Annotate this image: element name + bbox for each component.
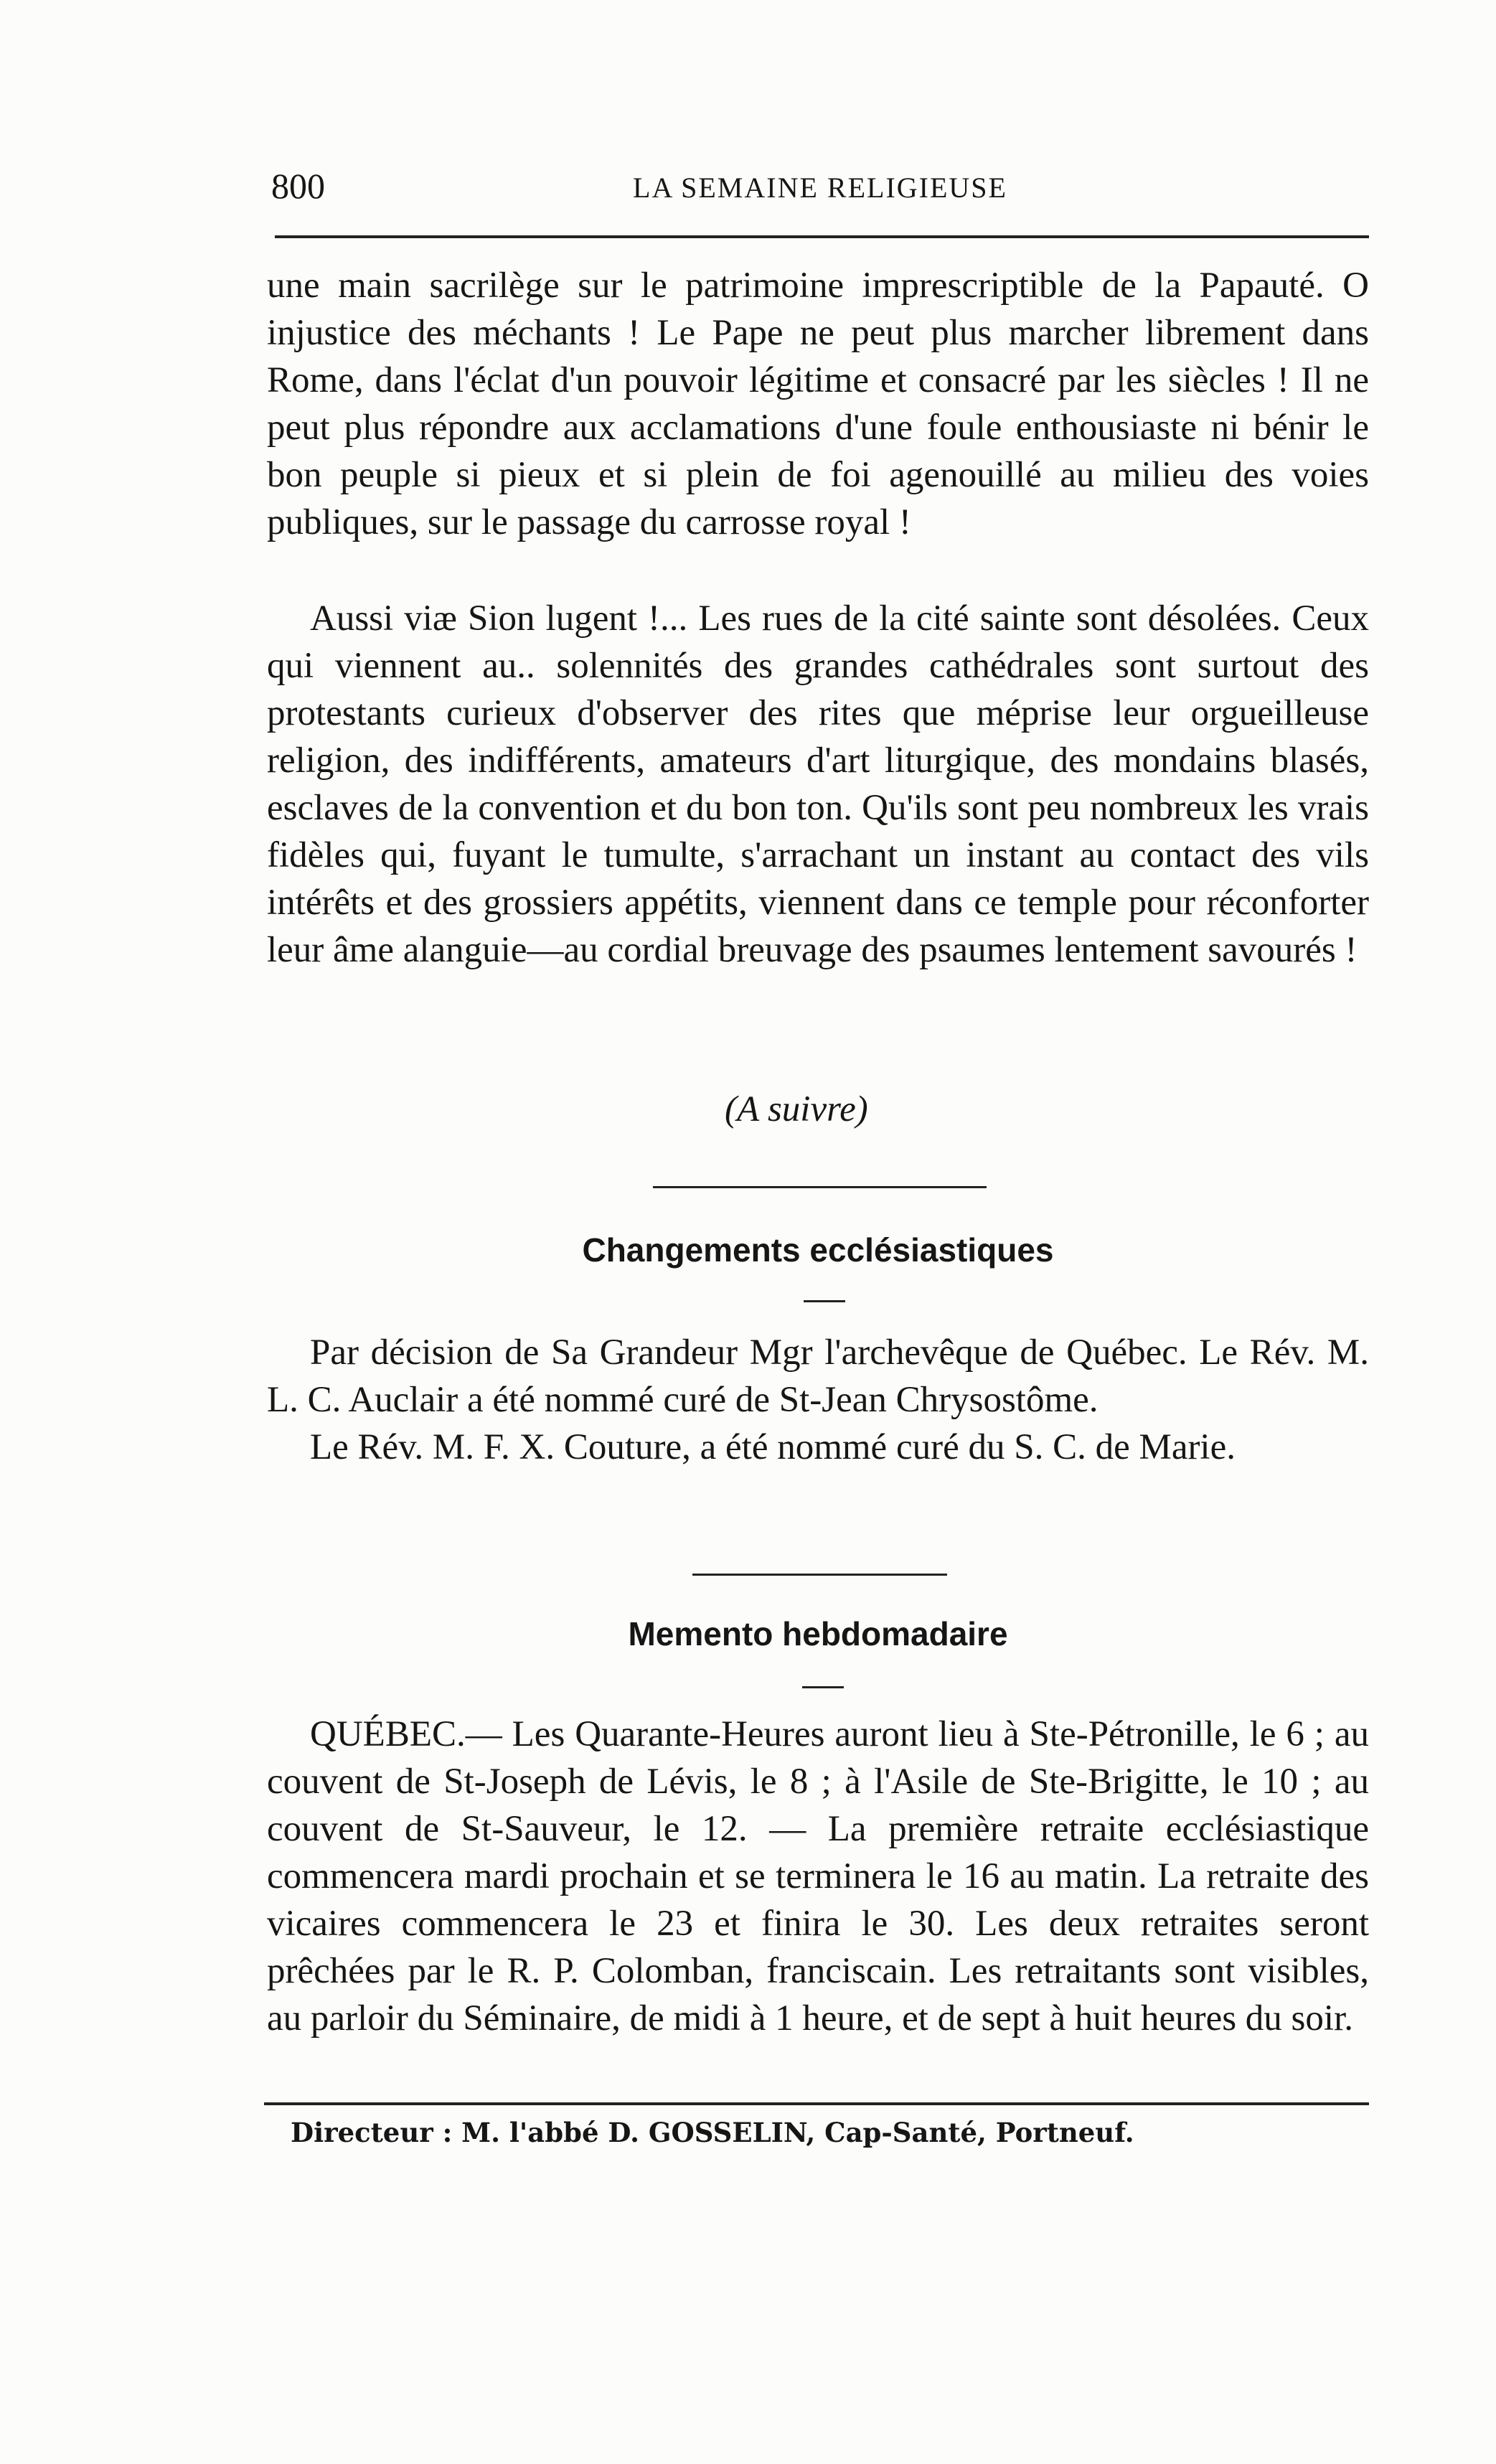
article-paragraph-2 [267, 595, 1369, 974]
header-rule [275, 235, 1369, 238]
memento-text [267, 1711, 1369, 2042]
section-divider [692, 1574, 947, 1576]
to-be-continued: (A suivre) [725, 1089, 868, 1129]
page-number: 800 [271, 166, 325, 206]
section-heading-memento: Memento hebdomadaire [628, 1615, 1008, 1652]
section-divider [653, 1186, 987, 1188]
section-heading-changements: Changements ecclésiastiques [582, 1231, 1054, 1269]
heading-dash [802, 1686, 844, 1688]
footer-director: Directeur : M. l'abbé D. GOSSELIN, Cap-Santé, Portneuf. [291, 2117, 1134, 2148]
page-header [271, 165, 1369, 215]
paragraph-text: Le Rév. M. F. X. Couture, a été nommé curé du S. C. de Marie. [310, 1427, 1236, 1467]
paragraph-text: QUÉBEC.— Les Quarante-Heures auront lieu à Ste-Pétronille, le 6 ; au couvent de St-Joseph de Lévis, le 8 ; à l'Asile de Ste-Brigitte, le 10 ; au couvent de St-Sauveur, le 12. — La première retraite ecclésiastique commencera mardi prochain et se terminera le 16 au matin. La retraite des vicaires commencera le 23 et finira le 30. Les deux retraites seront prêchées par le R. P. Colomban, franciscain. Les retraitants sont visibles, au parloir du Séminaire, de midi à 1 heure, et de sept à huit heures du soir. [267, 1714, 1369, 2039]
changements-text [267, 1329, 1369, 1471]
footer-rule [264, 2102, 1369, 2105]
heading-dash [804, 1300, 845, 1302]
paragraph-text: Aussi viæ Sion lugent !... Les rues de la cité sainte sont désolées. Ceux qui viennent au.. solennités des grandes cathédrales sont surtout des protestants curieux d'observer des rites que méprise leur orgueilleuse religion, des indifférents, amateurs d'art liturgique, des mondains blasés, esclaves de la convention et du bon ton. Qu'ils sont peu nombreux les vrais fidèles qui, fuyant le tumulte, s'arrachant un instant au contact des vils intérêts et des grossiers appétits, viennent dans ce temple pour réconforter leur âme alanguie—au cordial breuvage des psaumes lentement savourés ! [267, 598, 1369, 970]
paragraph-text: Par décision de Sa Grandeur Mgr l'archevêque de Québec. Le Rév. M. L. C. Auclair a été nommé curé de St-Jean Chrysostôme. [267, 1332, 1369, 1420]
running-title: LA SEMAINE RELIGIEUSE [633, 171, 1007, 204]
article-paragraph-1 [267, 262, 1369, 546]
paragraph-text: une main sacrilège sur le patrimoine imprescriptible de la Papauté. O injustice des méchants ! Le Pape ne peut plus marcher librement dans Rome, dans l'éclat d'un pouvoir légitime et consacré par les siècles ! Il ne peut plus répondre aux acclamations d'une foule enthousiaste ni bénir le bon peuple si pieux et si plein de foi agenouillé au milieu des voies publiques, sur le passage du carrosse royal ! [267, 265, 1369, 542]
